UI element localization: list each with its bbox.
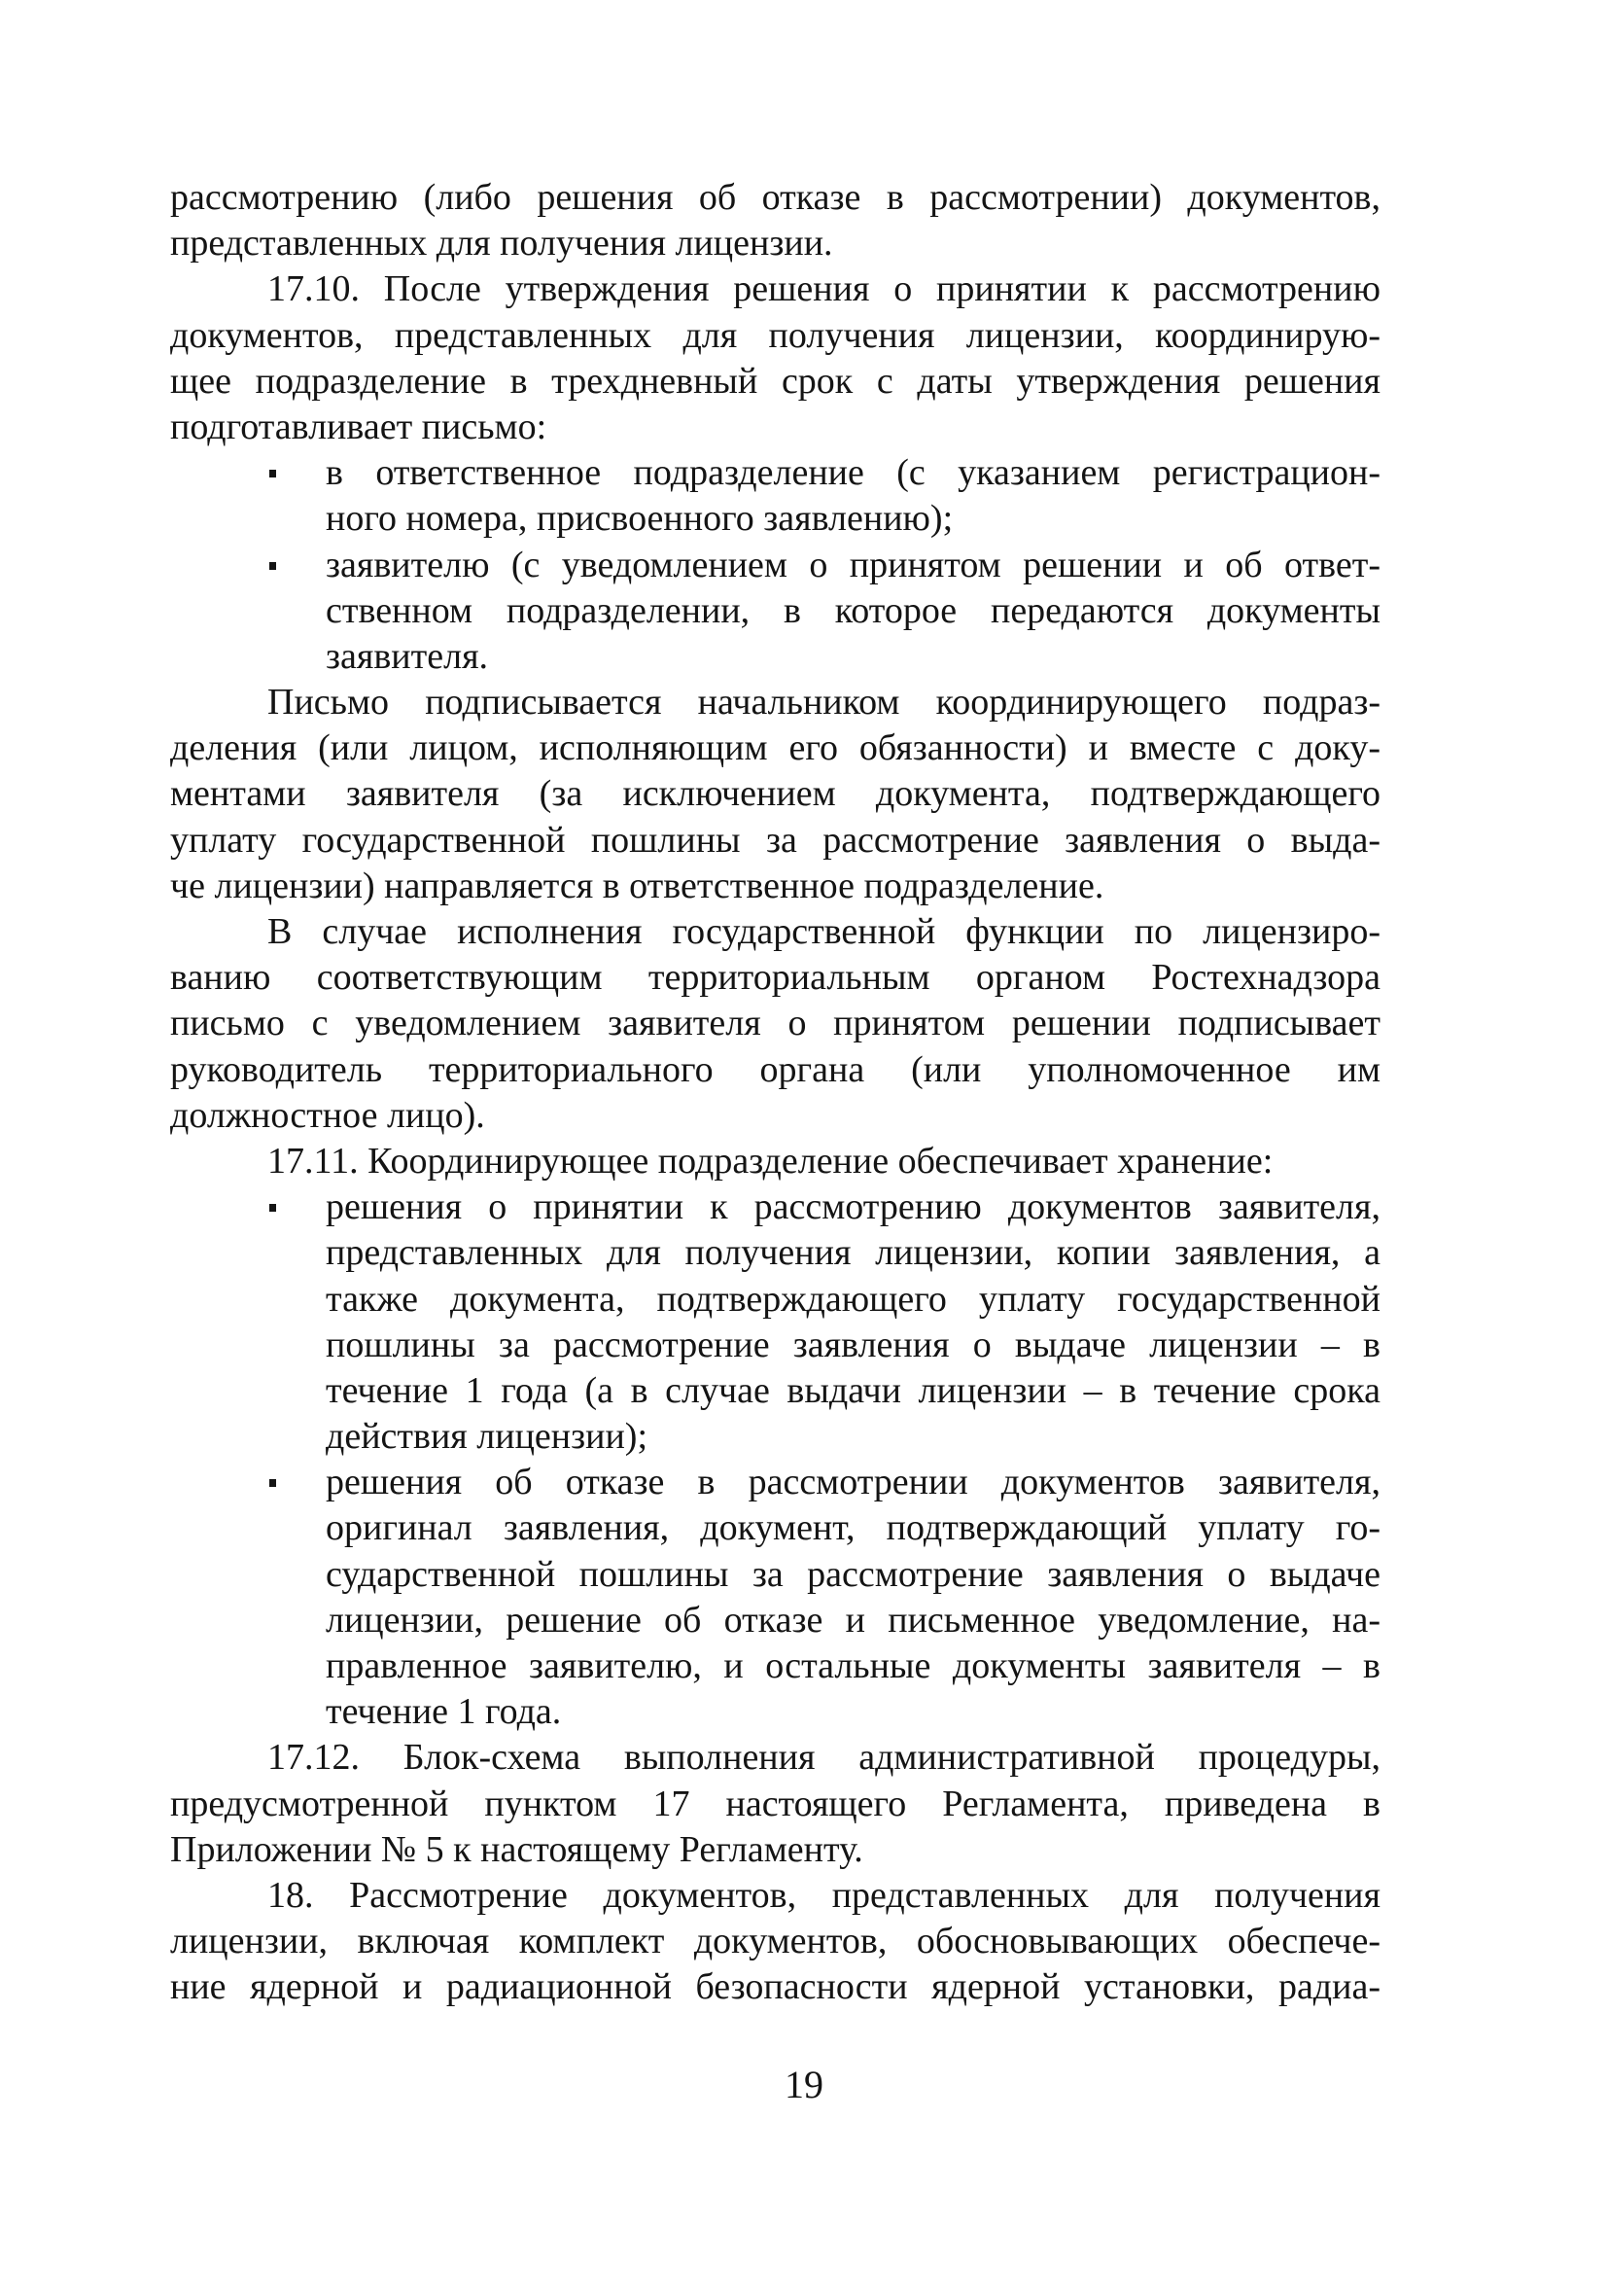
line-text: правленное заявителю, и остальные документы заявителя – в <box>326 1645 1381 1686</box>
line-text: документов, представленных для получения лицензии, координирую- <box>170 314 1381 356</box>
list-item-line <box>170 588 1381 634</box>
text-line <box>170 1873 1381 1919</box>
text-line <box>170 1827 1381 1873</box>
list-item-line <box>170 1598 1381 1643</box>
text-line <box>170 725 1381 771</box>
body-text <box>170 175 1381 2011</box>
line-text: заявителю (с уведомлением о принятом решении и об ответ- <box>326 544 1381 585</box>
text-line <box>170 818 1381 864</box>
list-item-line <box>170 450 1381 496</box>
text-line <box>170 221 1381 266</box>
line-text: письмо с уведомлением заявителя о принятом решении подписывает <box>170 1003 1381 1044</box>
line-text: решения об отказе в рассмотрении документов заявителя, <box>326 1462 1381 1503</box>
line-text: сударственной пошлины за рассмотрение заявления о выдаче <box>326 1553 1381 1595</box>
list-item-line <box>170 1414 1381 1460</box>
line-text: в ответственное подразделение (с указанием регистрацион- <box>326 452 1381 494</box>
bullet-icon <box>269 562 276 570</box>
line-text: пошлины за рассмотрение заявления о выдаче лицензии – в <box>326 1324 1381 1365</box>
text-line <box>170 359 1381 405</box>
bullet-icon <box>269 470 276 477</box>
text-line <box>170 864 1381 909</box>
line-text: также документа, подтверждающего уплату государственной <box>326 1278 1381 1320</box>
line-text: течение 1 года (а в случае выдачи лицензии – в течение срока <box>326 1369 1381 1411</box>
list-item-line <box>170 1505 1381 1551</box>
line-text: че лицензии) направляется в ответственное подразделение. <box>170 865 1104 906</box>
list-item-line <box>170 1323 1381 1368</box>
list-item-line <box>170 1184 1381 1230</box>
text-line <box>170 175 1381 221</box>
line-text: лицензии, включая комплект документов, обосновывающих обеспече- <box>170 1921 1381 1962</box>
line-text: оригинал заявления, документ, подтверждающий уплату го- <box>326 1507 1381 1549</box>
line-text: 17.12. Блок-схема выполнения административной процедуры, <box>267 1737 1381 1779</box>
line-text: ние ядерной и радиационной безопасности ядерной установки, радиа- <box>170 1966 1381 2008</box>
line-text: представленных для получения лицензии. <box>170 223 833 265</box>
text-line <box>170 1047 1381 1093</box>
line-text: ментами заявителя (за исключением документа, подтверждающего <box>170 773 1381 815</box>
text-line <box>170 313 1381 359</box>
text-line <box>170 1735 1381 1781</box>
list-item-line <box>170 543 1381 588</box>
bullet-icon <box>269 1479 276 1487</box>
line-text: заявителя. <box>326 635 489 677</box>
list-item-line <box>170 1277 1381 1323</box>
line-text: решения о принятии к рассмотрению документов заявителя, <box>326 1186 1381 1228</box>
text-line <box>170 909 1381 955</box>
line-text: Приложении № 5 к настоящему Регламенту. <box>170 1828 863 1870</box>
line-text: течение 1 года. <box>326 1691 562 1733</box>
line-text: ного номера, присвоенного заявлению); <box>326 498 954 540</box>
text-line <box>170 1919 1381 1964</box>
list-item-line <box>170 1460 1381 1505</box>
text-line <box>170 405 1381 450</box>
list-item-line <box>170 634 1381 680</box>
line-text: В случае исполнения государственной функции по лицензиро- <box>267 911 1381 952</box>
line-text: подготавливает письмо: <box>170 406 547 447</box>
list-item-line <box>170 1230 1381 1276</box>
list-item-line <box>170 1689 1381 1735</box>
line-text: уплату государственной пошлины за рассмотрение заявления о выда- <box>170 819 1381 861</box>
line-text: предусмотренной пунктом 17 настоящего Регламента, приведена в <box>170 1783 1381 1824</box>
list-item-line <box>170 1643 1381 1689</box>
line-text: руководитель территориального органа (или уполномоченное им <box>170 1048 1381 1090</box>
line-text: деления (или лицом, исполняющим его обязанности) и вместе с доку- <box>170 727 1381 769</box>
text-line <box>170 680 1381 725</box>
line-text: Письмо подписывается начальником координирующего подраз- <box>267 682 1381 724</box>
line-text: 17.10. После утверждения решения о принятии к рассмотрению <box>267 268 1381 310</box>
line-text: должностное лицо). <box>170 1094 485 1136</box>
text-line <box>170 1782 1381 1827</box>
line-text: рассмотрению (либо решения об отказе в рассмотрении) документов, <box>170 177 1381 218</box>
bullet-icon <box>269 1204 276 1212</box>
line-text: 18. Рассмотрение документов, представленных для получения <box>267 1874 1381 1916</box>
list-item-line <box>170 1552 1381 1598</box>
list-item-line <box>170 1368 1381 1414</box>
line-text: ственном подразделении, в которое передаются документы <box>326 589 1381 631</box>
text-line <box>170 771 1381 817</box>
text-line <box>170 955 1381 1001</box>
text-line <box>170 1001 1381 1046</box>
text-line <box>170 1139 1381 1184</box>
line-text: ванию соответствующим территориальным органом Ростехнадзора <box>170 957 1381 999</box>
list-item-line <box>170 496 1381 542</box>
line-text: 17.11. Координирующее подразделение обеспечивает хранение: <box>267 1140 1274 1182</box>
text-line <box>170 1093 1381 1139</box>
line-text: лицензии, решение об отказе и письменное уведомление, на- <box>326 1599 1381 1641</box>
text-line <box>170 1964 1381 2010</box>
line-text: действия лицензии); <box>326 1416 647 1458</box>
line-text: щее подразделение в трехдневный срок с даты утверждения решения <box>170 360 1381 402</box>
text-line <box>170 266 1381 312</box>
line-text: представленных для получения лицензии, копии заявления, а <box>326 1232 1381 1274</box>
page-number: 19 <box>785 2063 823 2106</box>
